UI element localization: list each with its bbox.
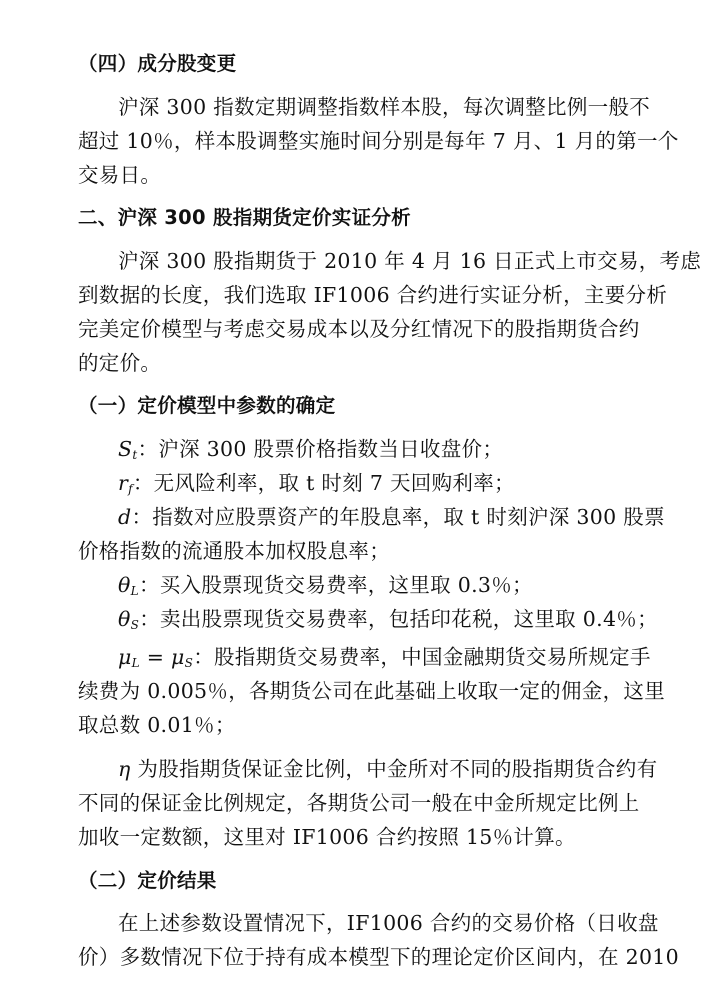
param-st: $S_t$：沪深 300 股票价格指数当日收盘价；: [118, 437, 504, 462]
subsection-1-heading: （一）定价模型中参数的确定: [78, 394, 336, 417]
param-d: d：指数对应股票资产的年股息率，取 t 时刻沪深 300 股票: [118, 505, 665, 529]
paragraph-line: 沪深 300 指数定期调整指数样本股，每次调整比例一般不: [118, 95, 651, 119]
part-2-heading: 二、沪深 300 股指期货定价实证分析: [78, 206, 411, 229]
paragraph-line: 沪深 300 股指期货于 2010 年 4 月 16 日正式上市交易，考虑: [118, 249, 702, 273]
param-theta-s: $\theta_S$：卖出股票现货交易费率，包括印花税，这里取 0.4％；: [118, 607, 658, 632]
paragraph-line: 的定价。: [78, 351, 162, 375]
param-eta: η 为股指期货保证金比例，中金所对不同的股指期货合约有: [118, 757, 658, 781]
paragraph-line: 加收一定数额，这里对 IF1006 合约按照 15％计算。: [78, 825, 576, 849]
paragraph-line: 取总数 0.01％；: [78, 713, 236, 737]
paragraph-line: 到数据的长度，我们选取 IF1006 合约进行实证分析，主要分析: [78, 283, 668, 307]
param-rf: $r_f$：无风险利率，取 t 时刻 7 天回购利率；: [118, 471, 515, 496]
paragraph-line: 续费为 0.005％，各期货公司在此基础上收取一定的佣金，这里: [78, 679, 666, 703]
param-mu: $\mu_L = \mu_S$：股指期货交易费率，中国金融期货交易所规定手: [118, 645, 651, 670]
paragraph-line: 价）多数情况下位于持有成本模型下的理论定价区间内，在 2010: [78, 945, 679, 969]
paragraph-line: 在上述参数设置情况下，IF1006 合约的交易价格（日收盘: [118, 911, 659, 935]
section-4-heading: （四）成分股变更: [78, 52, 237, 75]
paragraph-line: 超过 10％，样本股调整实施时间分别是每年 7 月、1 月的第一个: [78, 129, 679, 153]
paragraph-line: 价格指数的流通股本加权股息率；: [78, 539, 390, 563]
param-theta-l: $\theta_L$：买入股票现货交易费率，这里取 0.3％；: [118, 573, 533, 598]
paragraph-line: 不同的保证金比例规定，各期货公司一般在中金所规定比例上: [78, 791, 640, 815]
paragraph-line: 交易日。: [78, 163, 162, 187]
paragraph-line: 完美定价模型与考虑交易成本以及分红情况下的股指期货合约: [78, 317, 640, 341]
subsection-2-heading: （二）定价结果: [78, 869, 217, 892]
